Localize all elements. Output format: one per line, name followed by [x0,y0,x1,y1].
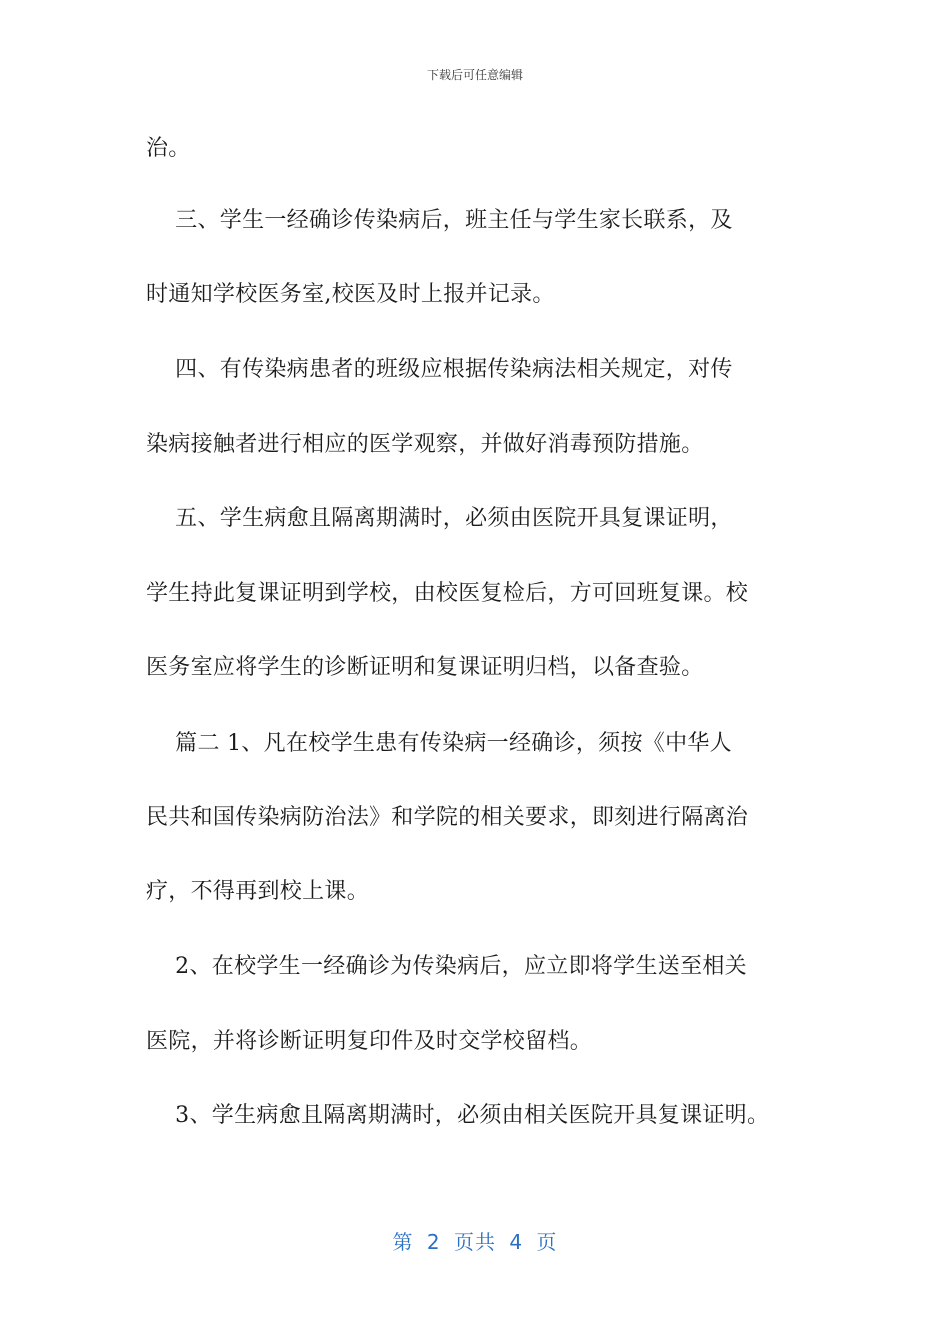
paragraph-line: 疗，不得再到校上课。 [146,879,370,904]
paragraph-line: 医务室应将学生的诊断证明和复课证明归档，以备查验。 [146,655,704,680]
paragraph-line: 2、在校学生一经确诊为传染病后，应立即将学生送至相关 [146,954,747,979]
page-number-footer: 第 2 页共 4 页 [392,1230,558,1254]
paragraph-line: 民共和国传染病防治法》和学院的相关要求，即刻进行隔离治 [146,805,749,830]
paragraph-line: 医院，并将诊断证明复印件及时交学校留档。 [146,1029,593,1054]
page-header: 下载后可任意编辑 [426,68,523,82]
paragraph-line: 篇二 1、凡在校学生患有传染病一经确诊，须按《中华人 [146,731,732,756]
paragraph-line: 三、学生一经确诊传染病后，班主任与学生家长联系，及 [146,208,733,233]
paragraph-line: 治。 [146,136,191,161]
paragraph-line: 学生持此复课证明到学校，由校医复检后，方可回班复课。校 [146,581,749,606]
paragraph-line: 3、学生病愈且隔离期满时，必须由相关医院开具复课证明。 [146,1103,770,1128]
paragraph-line: 染病接触者进行相应的医学观察，并做好消毒预防措施。 [146,432,704,457]
paragraph-line: 四、有传染病患者的班级应根据传染病法相关规定，对传 [146,357,733,382]
paragraph-line: 时通知学校医务室,校医及时上报并记录。 [146,282,555,307]
paragraph-line: 五、学生病愈且隔离期满时，必须由医院开具复课证明， [146,506,733,531]
